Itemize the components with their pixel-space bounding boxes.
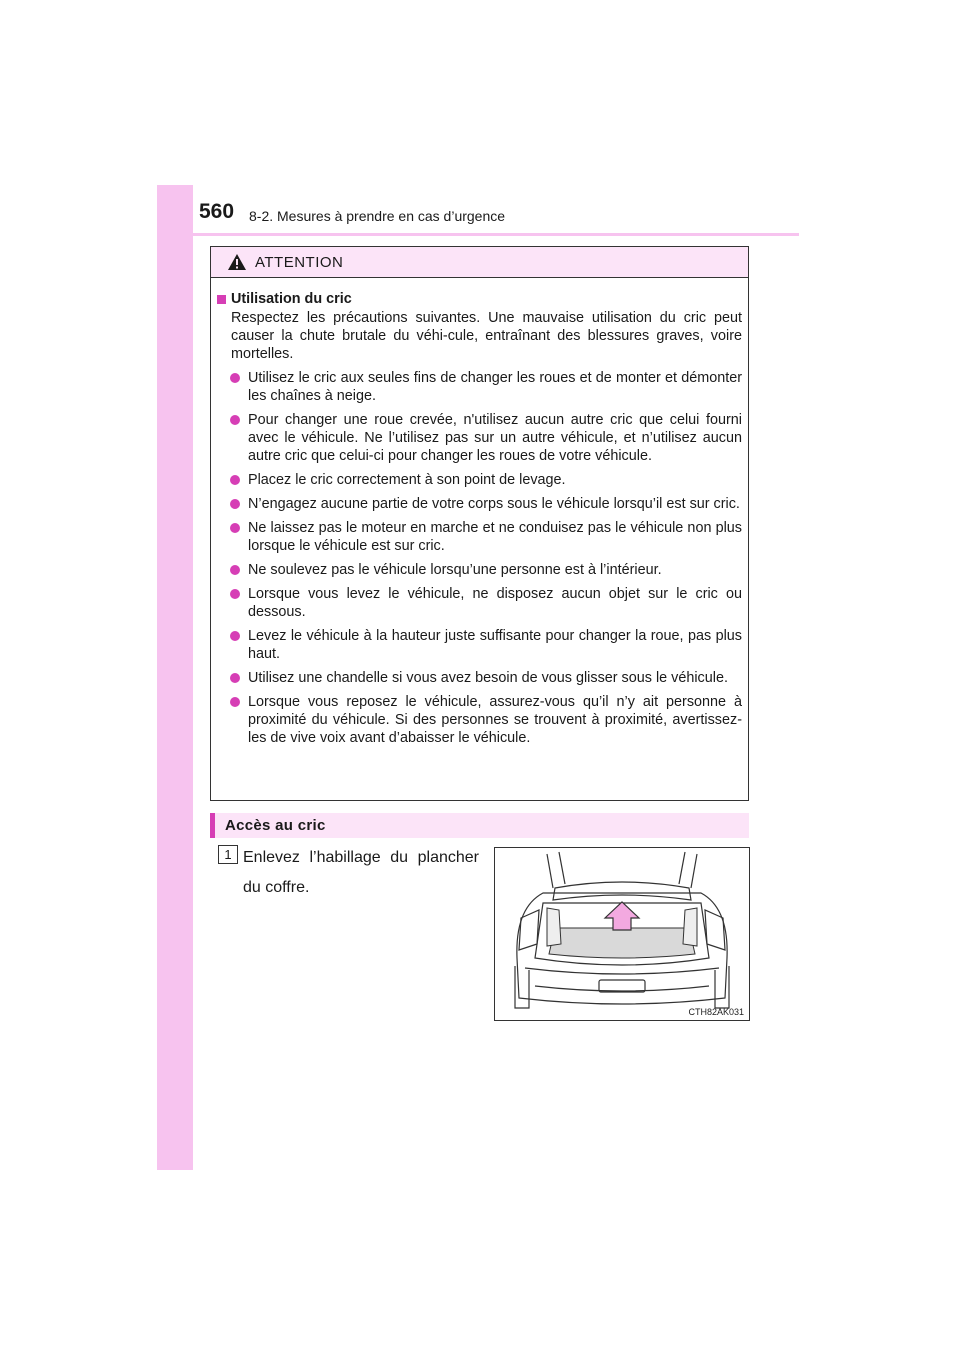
figure-code: CTH82AK031 — [688, 1007, 744, 1017]
trunk-illustration — [494, 847, 750, 1021]
list-item — [217, 471, 742, 489]
page-number: 560 — [199, 200, 235, 223]
list-item-text: Ne laissez pas le moteur en marche et ne conduisez pas le véhicule non plus lorsque le véhicule est sur cric. — [248, 520, 742, 554]
warning-subtitle-text: Utilisation du cric — [231, 291, 352, 307]
list-item — [217, 627, 742, 663]
warning-body — [211, 278, 748, 747]
list-item-text: Placez le cric correctement à son point de levage. — [248, 472, 566, 488]
round-bullet-icon — [230, 499, 240, 509]
side-color-band — [157, 185, 193, 1170]
list-item-text: Levez le véhicule à la hauteur juste suffisante pour changer la roue, pas plus haut. — [248, 628, 742, 662]
list-item-text: Lorsque vous reposez le véhicule, assurez-vous qu’il n’y ait personne à proximité du véhicule. Si des personnes se trouvent à proximité, avertissez-les de vive voix avant d’abaisser le véhicule. — [248, 694, 742, 746]
step-text: Enlevez l’habillage du plancher du coffre. — [243, 849, 479, 896]
step-number: 1 — [218, 845, 238, 864]
round-bullet-icon — [230, 475, 240, 485]
warning-list — [217, 369, 742, 747]
list-item-text: Utilisez le cric aux seules fins de changer les roues et de monter et démonter les chaînes à neige. — [248, 370, 742, 404]
round-bullet-icon — [230, 589, 240, 599]
header-rule — [157, 233, 799, 236]
round-bullet-icon — [230, 415, 240, 425]
round-bullet-icon — [230, 373, 240, 383]
warning-subtitle — [217, 290, 742, 308]
round-bullet-icon — [230, 565, 240, 575]
list-item — [217, 585, 742, 621]
list-item — [217, 561, 742, 579]
list-item — [217, 495, 742, 513]
list-item — [217, 669, 742, 687]
list-item — [217, 519, 742, 555]
access-heading: Accès au cric — [210, 813, 749, 838]
list-item-text: Lorsque vous levez le véhicule, ne disposez aucun objet sur le cric ou dessous. — [248, 586, 742, 620]
list-item — [217, 693, 742, 747]
car-trunk-drawing — [495, 848, 749, 1020]
round-bullet-icon — [230, 523, 240, 533]
list-item-text: Utilisez une chandelle si vous avez besoin de vous glisser sous le véhicule. — [248, 670, 728, 686]
list-item-text: N’engagez aucune partie de votre corps sous le véhicule lorsqu’il est sur cric. — [248, 496, 740, 512]
lift-arrow-icon — [605, 902, 639, 930]
list-item-text: Ne soulevez pas le véhicule lorsqu’une personne est à l’intérieur. — [248, 562, 662, 578]
warning-box — [210, 246, 749, 801]
warning-title: ATTENTION — [255, 253, 344, 271]
list-item-text: Pour changer une roue crevée, n'utilisez aucun autre cric que celui fourni avec le véhicule. Ne l’utilisez pas sur un autre véhicule, et n’utilisez aucun autre cric que celui-ci pour changer les roues de votre véhicule. — [248, 412, 742, 464]
round-bullet-icon — [230, 697, 240, 707]
warning-header — [211, 247, 748, 278]
square-bullet-icon — [217, 295, 226, 304]
round-bullet-icon — [230, 631, 240, 641]
list-item — [217, 369, 742, 405]
list-item — [217, 411, 742, 465]
warning-triangle-icon — [227, 253, 247, 271]
section-header: 8-2. Mesures à prendre en cas d’urgence — [249, 208, 506, 224]
round-bullet-icon — [230, 673, 240, 683]
warning-intro: Respectez les précautions suivantes. Une mauvaise utilisation du cric peut causer la chute brutale du véhi-cule, entraînant des blessures graves, voire mortelles. — [231, 310, 742, 362]
